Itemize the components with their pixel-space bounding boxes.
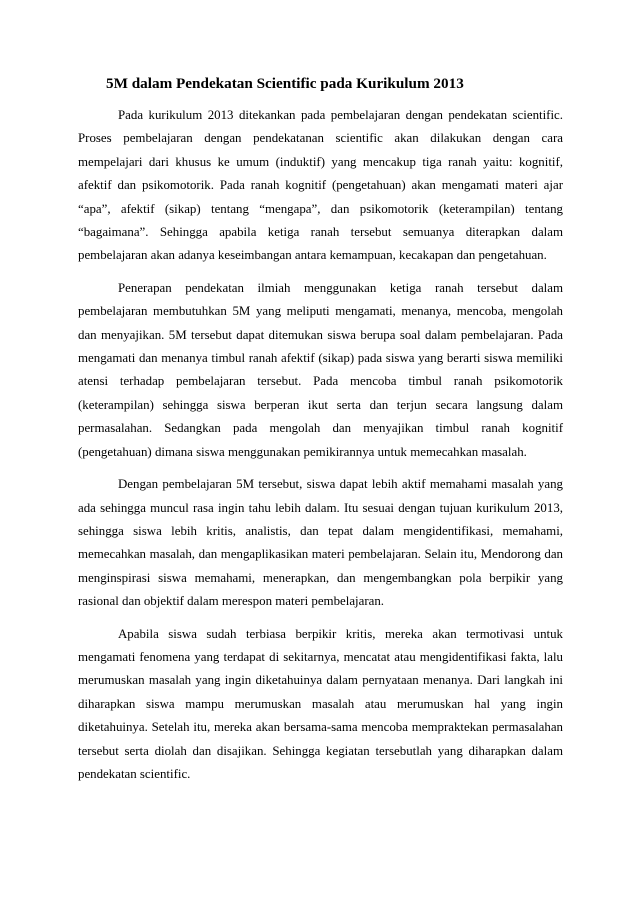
paragraph-3: Dengan pembelajaran 5M tersebut, siswa dapat lebih aktif memahami masalah yang ada sehingga muncul rasa ingin tahu lebih dalam. Itu sesuai dengan tujuan kurikulum 2013, sehingga siswa lebih kritis, analistis, dan tepat dalam mengidentifikasi, memahami, memecahkan masalah, dan mengaplikasikan materi pembelajaran. Selain itu, Mendorong dan menginspirasi siswa memahami, menerapkan, dan mengembangkan pola berpikir yang rasional dan objektif dalam merespon materi pembelajaran. bbox=[78, 477, 563, 609]
document-title: 5M dalam Pendekatan Scientific pada Kurikulum 2013 bbox=[106, 75, 464, 92]
paragraph-1: Pada kurikulum 2013 ditekankan pada pembelajaran dengan pendekatan scientific. Proses pembelajaran dengan pendekatanan scientific akan dilakukan dengan cara mempelajari dari khusus ke umum (induktif) yang mencakup tiga ranah yaitu: kognitif, afektif dan psikomotorik. Pada ranah kognitif (pengetahuan) akan mengamati materi ajar “apa”, afektif (sikap) tentang “mengapa”, dan psikomotorik (keterampilan) tentang “bagaimana”. Sehingga apabila ketiga ranah tersebut semuanya diterapkan dalam pembelajaran akan adanya keseimbangan antara kemampuan, kecakapan dan pengetahuan. bbox=[78, 108, 563, 263]
document-body bbox=[78, 104, 563, 786]
paragraph-4: Apabila siswa sudah terbiasa berpikir kritis, mereka akan termotivasi untuk mengamati fenomena yang terdapat di sekitarnya, mencatat atau mengidentifikasi fakta, lalu merumuskan masalah yang ingin diketahuinya dalam pernyataan menanya. Dari langkah ini diharapkan siswa mampu merumuskan masalah atau merumuskan hal yang ingin diketahuinya. Setelah itu, mereka akan bersama-sama mencoba mempraktekan permasalahan tersebut serta diolah dan disajikan. Sehingga kegiatan tersebutlah yang diharapkan dalam pendekatan scientific. bbox=[78, 626, 563, 781]
paragraph-2: Penerapan pendekatan ilmiah menggunakan ketiga ranah tersebut dalam pembelajaran membutuhkan 5M yang meliputi mengamati, menanya, mencoba, mengolah dan menyajikan. 5M tersebut dapat ditemukan siswa berupa soal dalam pembelajaran. Pada mengamati dan menanya timbul ranah afektif (sikap) pada siswa yang berarti siswa memiliki atensi terhadap pembelajaran tersebut. Pada mencoba timbul ranah psikomotorik (keterampilan) sehingga siswa berperan ikut serta dan terjun secara langsung dalam permasalahan. Sedangkan pada mengolah dan menyajikan timbul ranah kognitif (pengetahuan) dimana siswa menggunakan pemikirannya untuk memecahkan masalah. bbox=[78, 280, 563, 459]
